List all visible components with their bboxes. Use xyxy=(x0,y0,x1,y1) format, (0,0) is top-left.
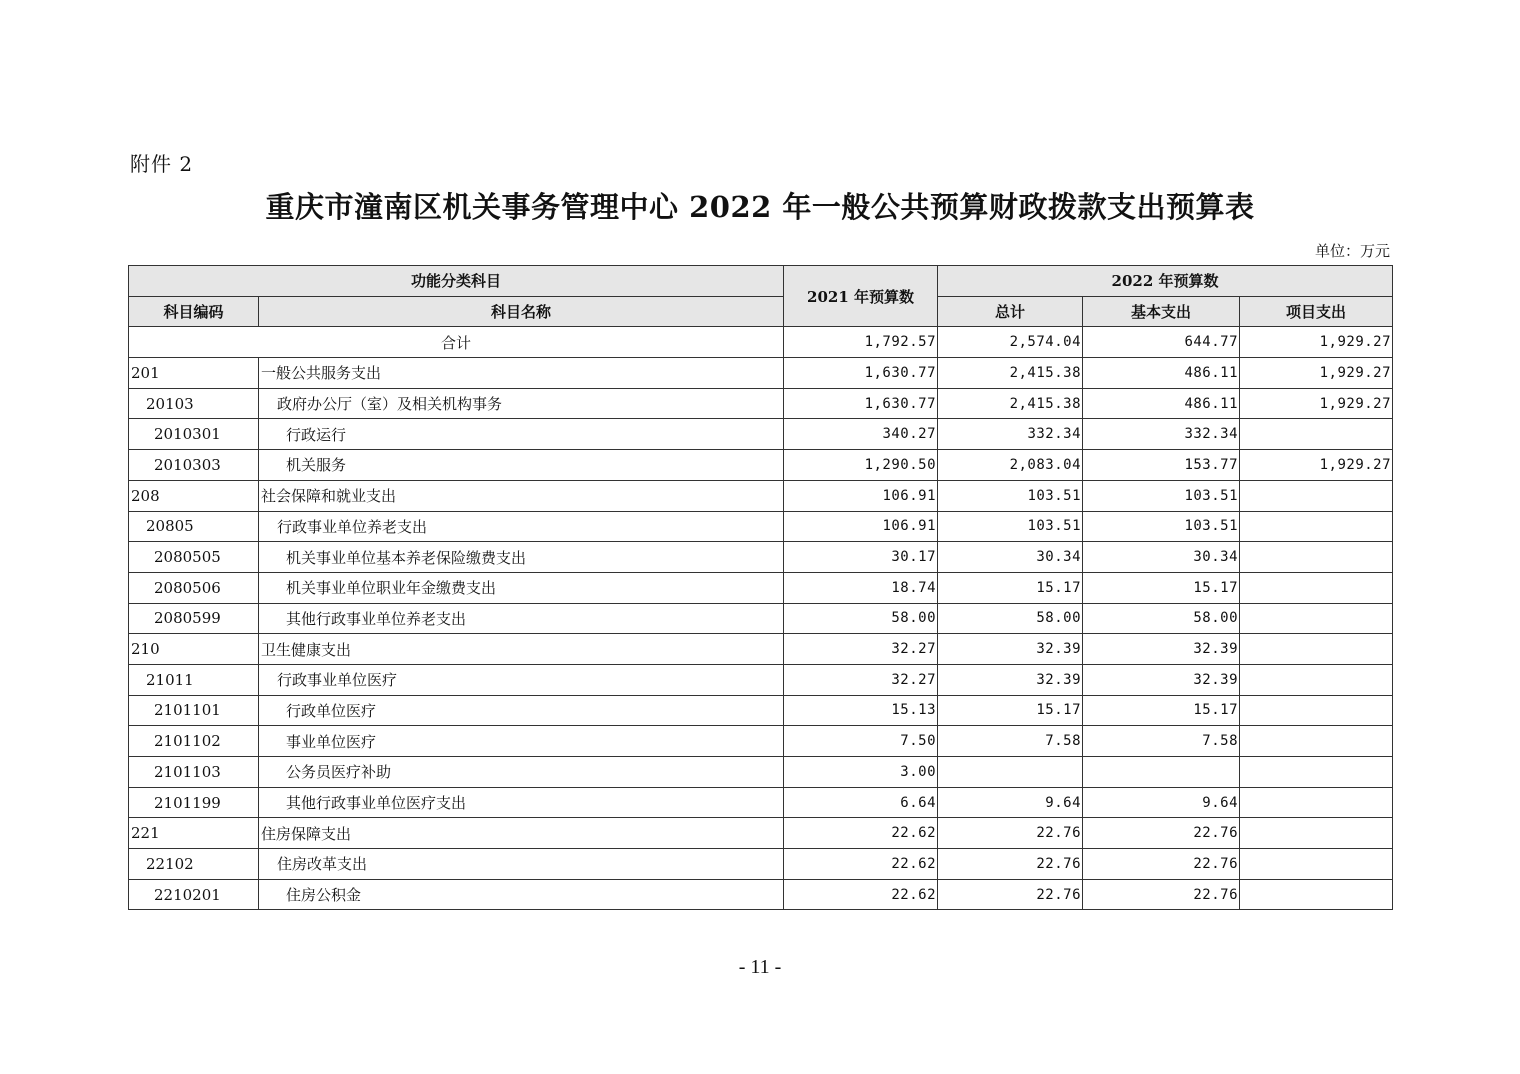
table-row xyxy=(129,849,1393,880)
cell-code: 2080505 xyxy=(129,542,259,573)
cell-budget-2021: 30.17 xyxy=(784,542,938,573)
cell-name: 机关事业单位基本养老保险缴费支出 xyxy=(259,542,784,573)
attachment-label: 附件 2 xyxy=(130,152,194,176)
cell-code: 2080599 xyxy=(129,603,259,634)
page-number: - 11 - xyxy=(738,956,782,978)
cell-name: 事业单位医疗 xyxy=(259,726,784,757)
cell-code: 2101101 xyxy=(129,695,259,726)
cell-basic: 103.51 xyxy=(1083,480,1240,511)
cell-budget-2021: 58.00 xyxy=(784,603,938,634)
table-row xyxy=(129,572,1393,603)
cell-total: 2,415.38 xyxy=(938,388,1083,419)
cell-project xyxy=(1240,664,1393,695)
cell-project xyxy=(1240,480,1393,511)
cell-name: 其他行政事业单位养老支出 xyxy=(259,603,784,634)
cell-code: 2010303 xyxy=(129,450,259,481)
cell-budget-2021: 22.62 xyxy=(784,818,938,849)
cell-name: 机关事业单位职业年金缴费支出 xyxy=(259,572,784,603)
total-row xyxy=(129,327,1393,358)
cell-basic: 32.39 xyxy=(1083,664,1240,695)
cell-total: 103.51 xyxy=(938,511,1083,542)
cell-basic: 153.77 xyxy=(1083,450,1240,481)
header-basic: 基本支出 xyxy=(1083,296,1240,327)
cell-name: 社会保障和就业支出 xyxy=(259,480,784,511)
cell-project: 1,929.27 xyxy=(1240,358,1393,389)
cell-basic xyxy=(1083,757,1240,788)
table-row xyxy=(129,480,1393,511)
cell-code: 2010301 xyxy=(129,419,259,450)
cell-project: 1,929.27 xyxy=(1240,450,1393,481)
cell-basic: 58.00 xyxy=(1083,603,1240,634)
cell-total xyxy=(938,757,1083,788)
cell-name: 住房改革支出 xyxy=(259,849,784,880)
cell-code: 2101103 xyxy=(129,757,259,788)
cell-budget-2021: 32.27 xyxy=(784,634,938,665)
cell-project xyxy=(1240,787,1393,818)
cell-name: 行政事业单位养老支出 xyxy=(259,511,784,542)
cell-code: 2080506 xyxy=(129,572,259,603)
cell-basic: 22.76 xyxy=(1083,818,1240,849)
cell-budget-2021: 18.74 xyxy=(784,572,938,603)
cell-total: 332.34 xyxy=(938,419,1083,450)
table-row xyxy=(129,695,1393,726)
total-total: 2,574.04 xyxy=(938,327,1083,358)
budget-table xyxy=(128,265,1393,910)
cell-name: 公务员医疗补助 xyxy=(259,757,784,788)
header-name: 科目名称 xyxy=(259,296,784,327)
cell-project xyxy=(1240,634,1393,665)
cell-name: 住房保障支出 xyxy=(259,818,784,849)
cell-project: 1,929.27 xyxy=(1240,388,1393,419)
cell-name: 一般公共服务支出 xyxy=(259,358,784,389)
cell-project xyxy=(1240,695,1393,726)
cell-total: 22.76 xyxy=(938,849,1083,880)
cell-name: 行政单位医疗 xyxy=(259,695,784,726)
cell-code: 21011 xyxy=(129,664,259,695)
cell-budget-2021: 340.27 xyxy=(784,419,938,450)
table-header xyxy=(129,266,1393,327)
table-body xyxy=(129,327,1393,910)
cell-code: 210 xyxy=(129,634,259,665)
cell-name: 行政事业单位医疗 xyxy=(259,664,784,695)
cell-basic: 7.58 xyxy=(1083,726,1240,757)
cell-basic: 22.76 xyxy=(1083,849,1240,880)
cell-total: 58.00 xyxy=(938,603,1083,634)
cell-name: 政府办公厅（室）及相关机构事务 xyxy=(259,388,784,419)
cell-total: 15.17 xyxy=(938,572,1083,603)
cell-budget-2021: 3.00 xyxy=(784,757,938,788)
cell-total: 22.76 xyxy=(938,818,1083,849)
cell-basic: 22.76 xyxy=(1083,879,1240,910)
page-title: 重庆市潼南区机关事务管理中心 2022 年一般公共预算财政拨款支出预算表 xyxy=(265,190,1255,224)
cell-project xyxy=(1240,849,1393,880)
table-row xyxy=(129,542,1393,573)
cell-code: 2210201 xyxy=(129,879,259,910)
cell-name: 住房公积金 xyxy=(259,879,784,910)
total-basic: 644.77 xyxy=(1083,327,1240,358)
table-row xyxy=(129,818,1393,849)
cell-basic: 32.39 xyxy=(1083,634,1240,665)
cell-budget-2021: 1,290.50 xyxy=(784,450,938,481)
table-row xyxy=(129,419,1393,450)
table-row xyxy=(129,511,1393,542)
cell-budget-2021: 7.50 xyxy=(784,726,938,757)
header-code: 科目编码 xyxy=(129,296,259,327)
cell-total: 2,083.04 xyxy=(938,450,1083,481)
cell-budget-2021: 1,630.77 xyxy=(784,358,938,389)
cell-code: 208 xyxy=(129,480,259,511)
cell-project xyxy=(1240,603,1393,634)
cell-total: 32.39 xyxy=(938,664,1083,695)
header-project: 项目支出 xyxy=(1240,296,1393,327)
cell-basic: 9.64 xyxy=(1083,787,1240,818)
cell-total: 9.64 xyxy=(938,787,1083,818)
cell-basic: 15.17 xyxy=(1083,572,1240,603)
cell-budget-2021: 15.13 xyxy=(784,695,938,726)
cell-project xyxy=(1240,757,1393,788)
cell-name: 其他行政事业单位医疗支出 xyxy=(259,787,784,818)
cell-budget-2021: 22.62 xyxy=(784,879,938,910)
header-budget-2021: 2021 年预算数 xyxy=(784,266,938,327)
total-label: 合计 xyxy=(129,327,784,358)
cell-total: 30.34 xyxy=(938,542,1083,573)
cell-budget-2021: 6.64 xyxy=(784,787,938,818)
cell-basic: 30.34 xyxy=(1083,542,1240,573)
cell-total: 15.17 xyxy=(938,695,1083,726)
cell-code: 22102 xyxy=(129,849,259,880)
cell-code: 221 xyxy=(129,818,259,849)
cell-project xyxy=(1240,511,1393,542)
cell-project xyxy=(1240,879,1393,910)
cell-project xyxy=(1240,419,1393,450)
cell-name: 行政运行 xyxy=(259,419,784,450)
table-row xyxy=(129,358,1393,389)
cell-budget-2021: 22.62 xyxy=(784,849,938,880)
cell-basic: 486.11 xyxy=(1083,358,1240,389)
cell-code: 2101102 xyxy=(129,726,259,757)
total-b2021: 1,792.57 xyxy=(784,327,938,358)
header-func-group: 功能分类科目 xyxy=(129,266,784,297)
cell-project xyxy=(1240,542,1393,573)
cell-budget-2021: 106.91 xyxy=(784,511,938,542)
table-row xyxy=(129,879,1393,910)
cell-budget-2021: 32.27 xyxy=(784,664,938,695)
total-project: 1,929.27 xyxy=(1240,327,1393,358)
unit-label: 单位：万元 xyxy=(1314,242,1390,260)
cell-code: 201 xyxy=(129,358,259,389)
cell-project xyxy=(1240,572,1393,603)
cell-project xyxy=(1240,818,1393,849)
table-row xyxy=(129,634,1393,665)
cell-budget-2021: 1,630.77 xyxy=(784,388,938,419)
table-row xyxy=(129,450,1393,481)
table-row xyxy=(129,388,1393,419)
cell-total: 103.51 xyxy=(938,480,1083,511)
cell-total: 7.58 xyxy=(938,726,1083,757)
table-row xyxy=(129,664,1393,695)
cell-basic: 486.11 xyxy=(1083,388,1240,419)
cell-name: 机关服务 xyxy=(259,450,784,481)
table-row xyxy=(129,726,1393,757)
cell-budget-2021: 106.91 xyxy=(784,480,938,511)
table-row xyxy=(129,757,1393,788)
table-row xyxy=(129,787,1393,818)
cell-name: 卫生健康支出 xyxy=(259,634,784,665)
cell-code: 20805 xyxy=(129,511,259,542)
header-budget-2022: 2022 年预算数 xyxy=(938,266,1393,297)
table-row xyxy=(129,603,1393,634)
cell-basic: 332.34 xyxy=(1083,419,1240,450)
cell-total: 2,415.38 xyxy=(938,358,1083,389)
cell-project xyxy=(1240,726,1393,757)
cell-total: 32.39 xyxy=(938,634,1083,665)
cell-basic: 103.51 xyxy=(1083,511,1240,542)
cell-code: 20103 xyxy=(129,388,259,419)
cell-code: 2101199 xyxy=(129,787,259,818)
header-total: 总计 xyxy=(938,296,1083,327)
cell-total: 22.76 xyxy=(938,879,1083,910)
cell-basic: 15.17 xyxy=(1083,695,1240,726)
